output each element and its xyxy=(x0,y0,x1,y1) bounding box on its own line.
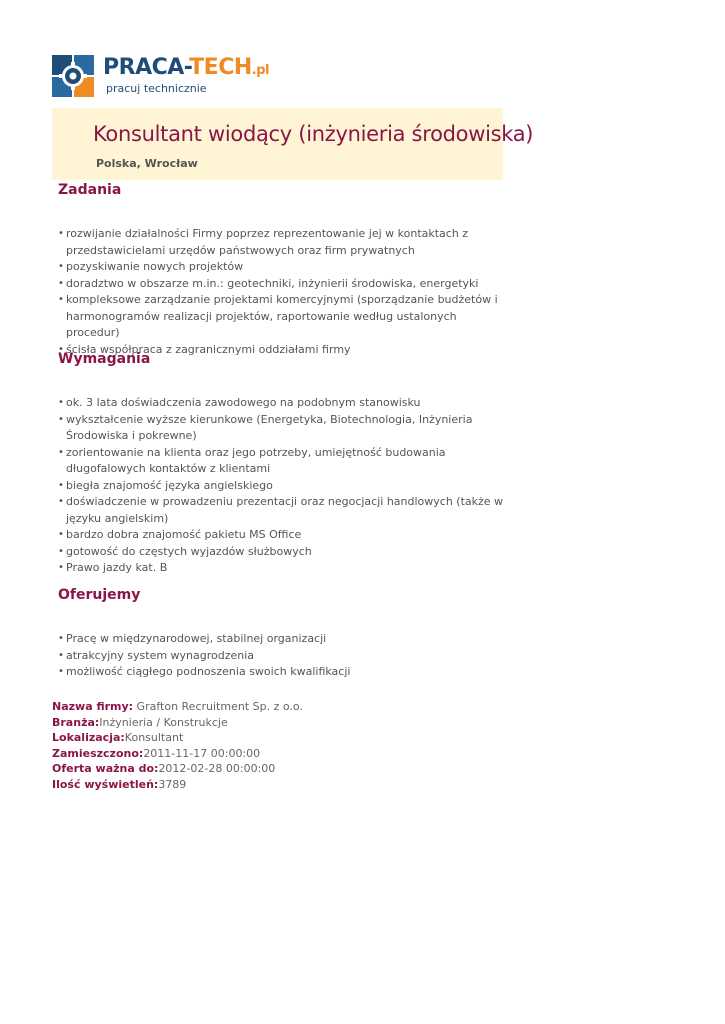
section-title-wymagania: Wymagania xyxy=(58,351,151,367)
list-item: • pozyskiwanie nowych projektów xyxy=(58,259,508,276)
job-title: Konsultant wiodący (inżynieria środowiska) xyxy=(93,122,534,146)
detail-value: 2012-02-28 00:00:00 xyxy=(158,762,276,776)
list-item: • rozwijanie działalności Firmy poprzez reprezentowanie jej w kontaktach z przedstawicielami urzędów państwowych oraz firm prywatnych xyxy=(58,226,508,259)
detail-industry xyxy=(52,715,303,731)
detail-posted xyxy=(52,746,303,762)
detail-company xyxy=(52,699,303,715)
list-item: • doradztwo w obszarze m.in.: geotechniki, inżynierii środowiska, energetyki xyxy=(58,276,508,293)
logo-wordmark xyxy=(103,55,269,84)
list-item: • biegła znajomość języka angielskiego xyxy=(58,478,508,495)
detail-label: Ilość wyświetleń: xyxy=(52,777,159,791)
logo-name-part2: TECH xyxy=(189,55,252,80)
logo-name-part1: PRACA- xyxy=(103,55,190,80)
detail-views xyxy=(52,777,303,793)
detail-label: Lokalizacja: xyxy=(52,731,125,745)
detail-value: Konsultant xyxy=(124,731,184,745)
list-item: • bardzo dobra znajomość pakietu MS Office xyxy=(58,527,508,544)
job-header xyxy=(52,108,534,180)
list-item: • wykształcenie wyższe kierunkowe (Energetyka, Biotechnologia, Inżynieria Środowiska i pokrewne) xyxy=(58,412,508,445)
list-wymagania xyxy=(58,395,508,577)
detail-label: Branża: xyxy=(52,715,100,729)
list-item: • Prawo jazdy kat. B xyxy=(58,560,508,577)
detail-value: Inżynieria / Konstrukcje xyxy=(99,715,228,729)
section-title-zadania: Zadania xyxy=(58,182,122,198)
job-details xyxy=(52,699,303,793)
list-item: • atrakcyjny system wynagrodzenia xyxy=(58,648,508,665)
detail-value: 2011-11-17 00:00:00 xyxy=(143,746,261,760)
detail-valid-until xyxy=(52,761,303,777)
logo-tagline: pracuj technicznie xyxy=(106,82,207,95)
detail-value: 3789 xyxy=(158,777,187,791)
list-item: • ok. 3 lata doświadczenia zawodowego na podobnym stanowisku xyxy=(58,395,508,412)
job-location: Polska, Wrocław xyxy=(96,157,198,170)
list-oferujemy xyxy=(58,631,508,681)
site-logo[interactable] xyxy=(50,53,269,101)
list-item: • ścisła współpraca z zagranicznymi oddziałami firmy xyxy=(58,342,508,359)
list-item: • Pracę w międzynarodowej, stabilnej organizacji xyxy=(58,631,508,648)
list-item: • zorientowanie na klienta oraz jego potrzeby, umiejętność budowania długofalowych kontaktów z klientami xyxy=(58,445,508,478)
detail-label: Oferta ważna do: xyxy=(52,762,159,776)
list-zadania xyxy=(58,226,508,358)
list-item: • gotowość do częstych wyjazdów służbowych xyxy=(58,544,508,561)
list-item: • kompleksowe zarządzanie projektami komercyjnymi (sporządzanie budżetów i harmonogramów realizacji projektów, raportowanie według ustalonych procedur) xyxy=(58,292,508,342)
list-item: • doświadczenie w prowadzeniu prezentacji oraz negocjacji handlowych (także w języku angielskim) xyxy=(58,494,508,527)
list-item: • możliwość ciągłego podnoszenia swoich kwalifikacji xyxy=(58,664,508,681)
detail-location xyxy=(52,730,303,746)
detail-label: Nazwa firmy: xyxy=(52,700,134,713)
logo-name-part3: .pl xyxy=(251,63,269,78)
section-title-oferujemy: Oferujemy xyxy=(58,587,141,603)
detail-label: Zamieszczono: xyxy=(52,746,144,760)
detail-value: Grafton Recruitment Sp. z o.o. xyxy=(133,700,303,713)
gear-logo-icon xyxy=(50,53,96,99)
